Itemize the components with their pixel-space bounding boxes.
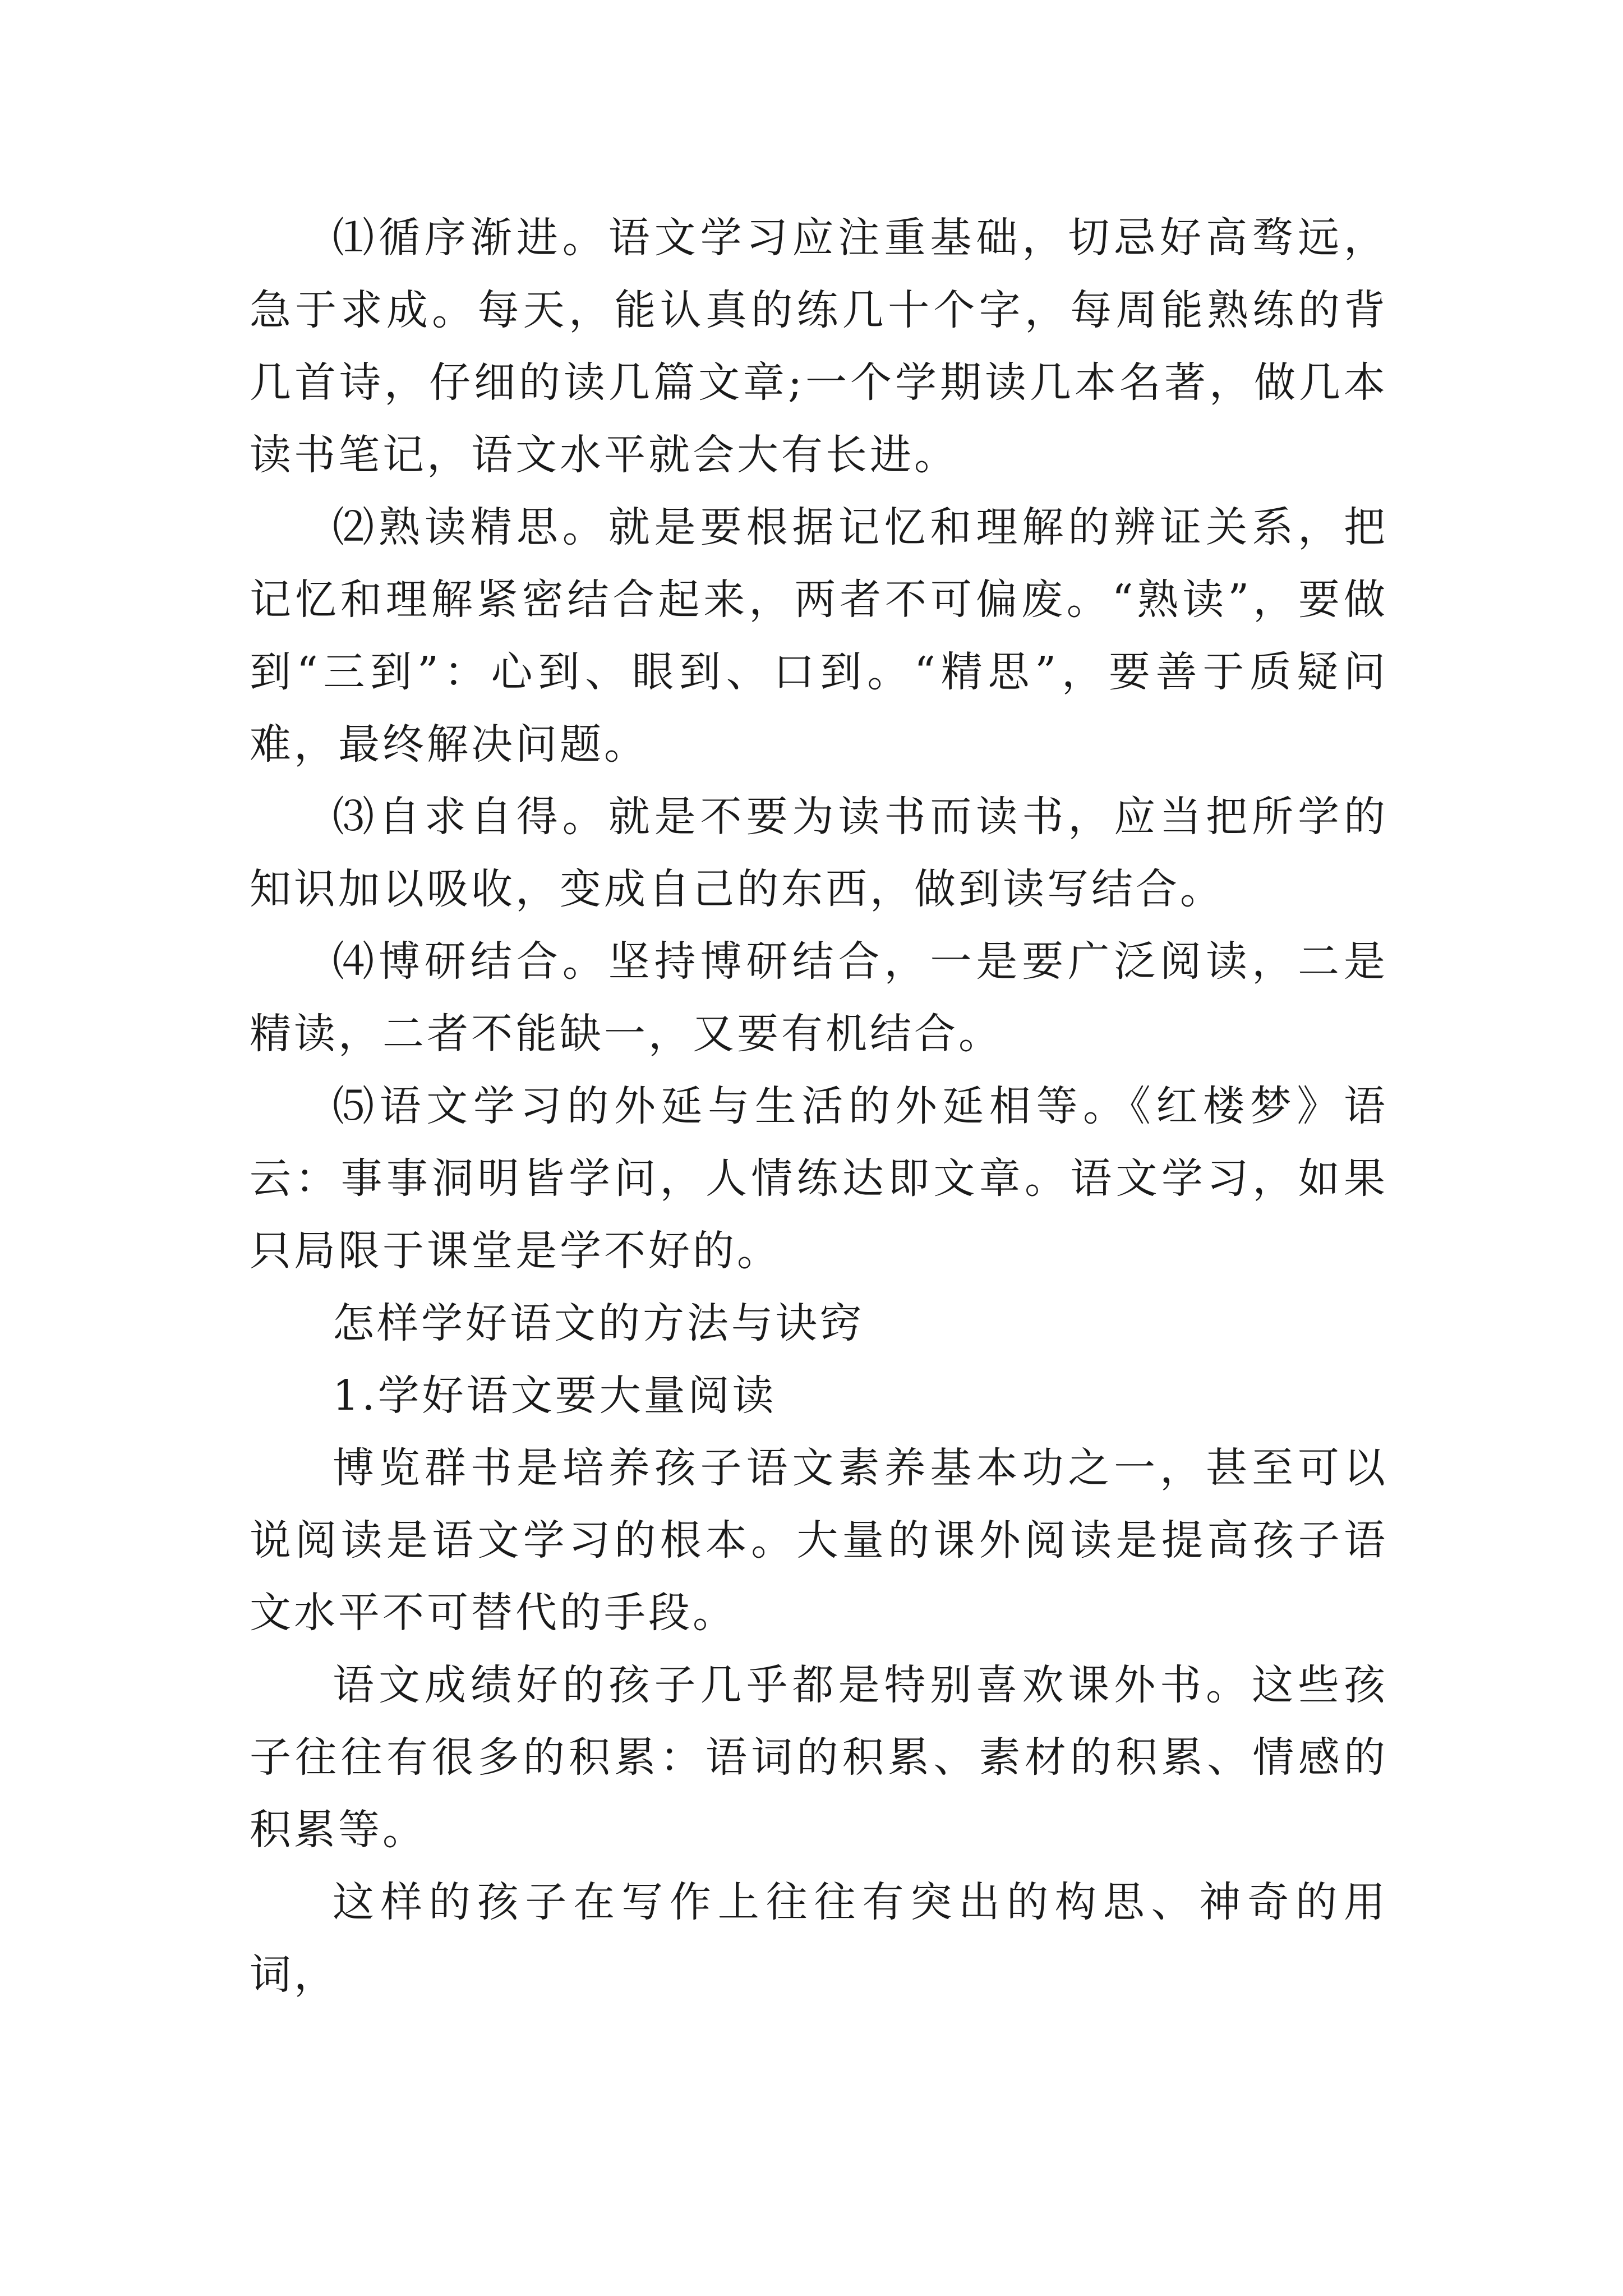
paragraph-writing: 这样的孩子在写作上往往有突出的构思、神奇的用词， xyxy=(250,1878,1388,1999)
subsection-title: 1.学好语文要大量阅读 xyxy=(333,1372,777,1420)
section-title: 怎样学好语文的方法与诀窍 xyxy=(333,1299,864,1347)
paragraph-extensive-reading: 博览群书是培养孩子语文素养基本功之一，甚至可以说阅读是语文学习的根本。大量的课外阅读是提高孩子语文水平不可替代的手段。 xyxy=(250,1444,1388,1637)
paragraph-careful-reading: ⑵熟读精思。就是要根据记忆和理解的辨证关系，把记忆和理解紧密结合起来，两者不可偏废。“熟读”，要做到“三到”：心到、眼到、口到。“精思”，要善于质疑问难，最终解决问题。 xyxy=(250,503,1388,769)
paragraph-broad-and-deep: ⑷博研结合。坚持博研结合，一是要广泛阅读，二是精读，二者不能缺一，又要有机结合。 xyxy=(250,937,1388,1058)
paragraph-life-extension: ⑸语文学习的外延与生活的外延相等。《红楼梦》语云：事事洞明皆学问，人情练达即文章。语文学习，如果只局限于课堂是学不好的。 xyxy=(250,1082,1388,1275)
paragraph-self-learning: ⑶自求自得。就是不要为读书而读书，应当把所学的知识加以吸收，变成自己的东西，做到读写结合。 xyxy=(250,793,1388,913)
document-body xyxy=(250,202,1388,2011)
paragraph-good-students: 语文成绩好的孩子几乎都是特别喜欢课外书。这些孩子往往有很多的积累：语词的积累、素材的积累、情感的积累等。 xyxy=(250,1661,1388,1854)
paragraph-step-by-step: ⑴循序渐进。语文学习应注重基础，切忌好高骛远，急于求成。每天，能认真的练几十个字，每周能熟练的背几首诗，仔细的读几篇文章;一个学期读几本名著，做几本读书笔记，语文水平就会大有长进。 xyxy=(250,214,1388,479)
